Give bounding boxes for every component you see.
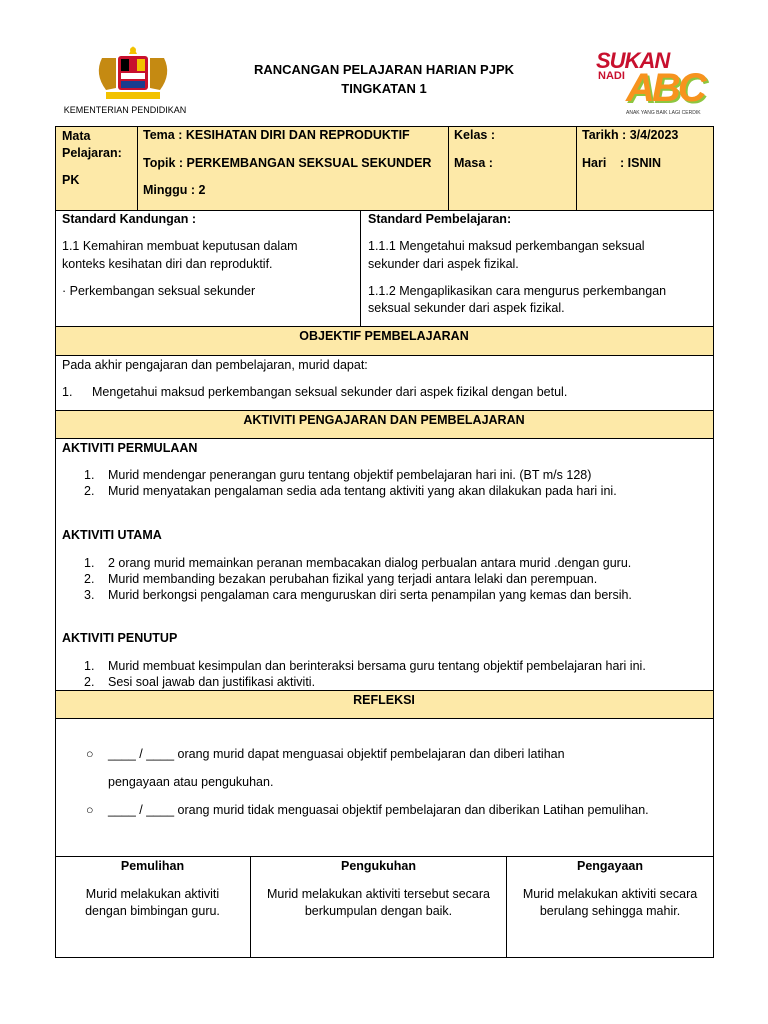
document-title	[200, 60, 568, 98]
refleksi-line-1b: pengayaan atau pengukuhan.	[108, 775, 274, 789]
pengukuhan-text: Murid melakukan aktiviti tersebut secara berkumpulan dengan baik.	[266, 887, 490, 918]
logo-word-sukan: SUKAN	[596, 48, 670, 73]
list-item: 1. Murid membuat kesimpulan dan berinteraksi bersama guru tentang objektif pembelajaran hari ini.	[84, 659, 646, 673]
pemulihan-title: Pemulihan	[120, 859, 185, 873]
pengukuhan-title: Pengukuhan	[340, 859, 416, 873]
refleksi-line-2: ____ / ____ orang murid tidak menguasai objektif pembelajaran dan diberikan Latihan pemulihan.	[108, 803, 649, 817]
objektif-intro: Pada akhir pengajaran dan pembelajaran, murid dapat:	[62, 358, 368, 372]
kelas: Kelas :	[454, 128, 495, 142]
topik: Topik : PERKEMBANGAN SEKSUAL SEKUNDER	[143, 156, 432, 170]
standard-kandungan-title: Standard Kandungan :	[62, 212, 197, 226]
pengayaan-text: Murid melakukan aktiviti secara berulang sehingga mahir.	[522, 887, 698, 918]
list-item: 1. Murid mendengar penerangan guru tentang objektif pembelajaran hari ini. (BT m/s 128)	[84, 468, 592, 482]
aktiviti-permulaan-list	[62, 467, 702, 499]
pemulihan-text: Murid melakukan aktiviti dengan bimbingan guru.	[85, 887, 220, 918]
objektif-item-number: 1.	[62, 385, 73, 399]
standard-pembelajaran-title: Standard Pembelajaran:	[368, 212, 512, 226]
ministry-label: KEMENTERIAN PENDIDIKAN	[63, 105, 187, 115]
aktiviti-permulaan-title: AKTIVITI PERMULAAN	[62, 441, 198, 455]
list-item: 2. Sesi soal jawab dan justifikasi aktiviti.	[84, 675, 316, 689]
hari-value: : ISNIN	[620, 156, 661, 170]
aktiviti-penutup-list	[62, 658, 702, 690]
pengayaan-title: Pengayaan	[576, 859, 643, 873]
standard-kandungan-2: · Perkembangan seksual sekunder	[62, 284, 256, 298]
subject-label: Mata Pelajaran:	[62, 129, 122, 160]
list-item: 1. 2 orang murid memainkan peranan membacakan dialog perbualan antara murid .dengan guru.	[84, 556, 632, 570]
refleksi-bullet-1: ○	[86, 747, 94, 761]
logo-word-abc: ABC	[626, 66, 704, 110]
masa: Masa :	[454, 156, 493, 170]
hari-label: Hari	[582, 156, 607, 170]
sukan-nadi-abc-logo	[596, 48, 706, 120]
objektif-item-text: Mengetahui maksud perkembangan seksual sekunder dari aspek fizikal dengan betul.	[92, 385, 568, 399]
coat-of-arms-icon	[88, 44, 178, 106]
title-line-2: TINGKATAN 1	[341, 81, 427, 96]
logo-tagline: ANAK YANG BAIK LAGI CERDIK	[626, 110, 701, 116]
standard-pembelajaran-2: 1.1.2 Mengaplikasikan cara mengurus perkembangan seksual sekunder dari aspek fizikal.	[368, 284, 667, 315]
aktiviti-heading: AKTIVITI PENGAJARAN DAN PEMBELAJARAN	[243, 413, 525, 427]
list-item: 2. Murid menyatakan pengalaman sedia ada tentang aktiviti yang akan dilakukan pada hari ini.	[84, 484, 617, 498]
objektif-heading: OBJEKTIF PEMBELAJARAN	[299, 329, 469, 343]
minggu: Minggu : 2	[143, 183, 206, 197]
aktiviti-utama-title: AKTIVITI UTAMA	[62, 528, 162, 542]
refleksi-heading: REFLEKSI	[353, 693, 415, 707]
ministry-logo	[88, 44, 178, 106]
standard-pembelajaran-1: 1.1.1 Mengetahui maksud perkembangan seksual sekunder dari aspek fizikal.	[368, 239, 645, 271]
aktiviti-utama-list	[62, 555, 702, 603]
standard-kandungan-1: 1.1 Kemahiran membuat keputusan dalam konteks kesihatan diri dan reproduktif.	[62, 239, 298, 271]
title-line-1: RANCANGAN PELAJARAN HARIAN PJPK	[253, 62, 515, 77]
list-item: 3. Murid berkongsi pengalaman cara menguruskan diri serta penampilan yang kemas dan bersih.	[84, 588, 632, 602]
tema: Tema : KESIHATAN DIRI DAN REPRODUKTIF	[143, 128, 410, 142]
refleksi-bullet-2: ○	[86, 803, 94, 817]
logo-word-nadi: NADI	[598, 70, 625, 82]
refleksi-line-1a: ____ / ____ orang murid dapat menguasai objektif pembelajaran dan diberi latihan	[108, 747, 565, 761]
aktiviti-penutup-title: AKTIVITI PENUTUP	[62, 631, 178, 645]
tarikh: Tarikh : 3/4/2023	[582, 128, 679, 142]
subject-value: PK	[62, 173, 80, 187]
list-item: 2. Murid membanding bezakan perubahan fizikal yang terjadi antara lelaki dan perempuan.	[84, 572, 598, 586]
